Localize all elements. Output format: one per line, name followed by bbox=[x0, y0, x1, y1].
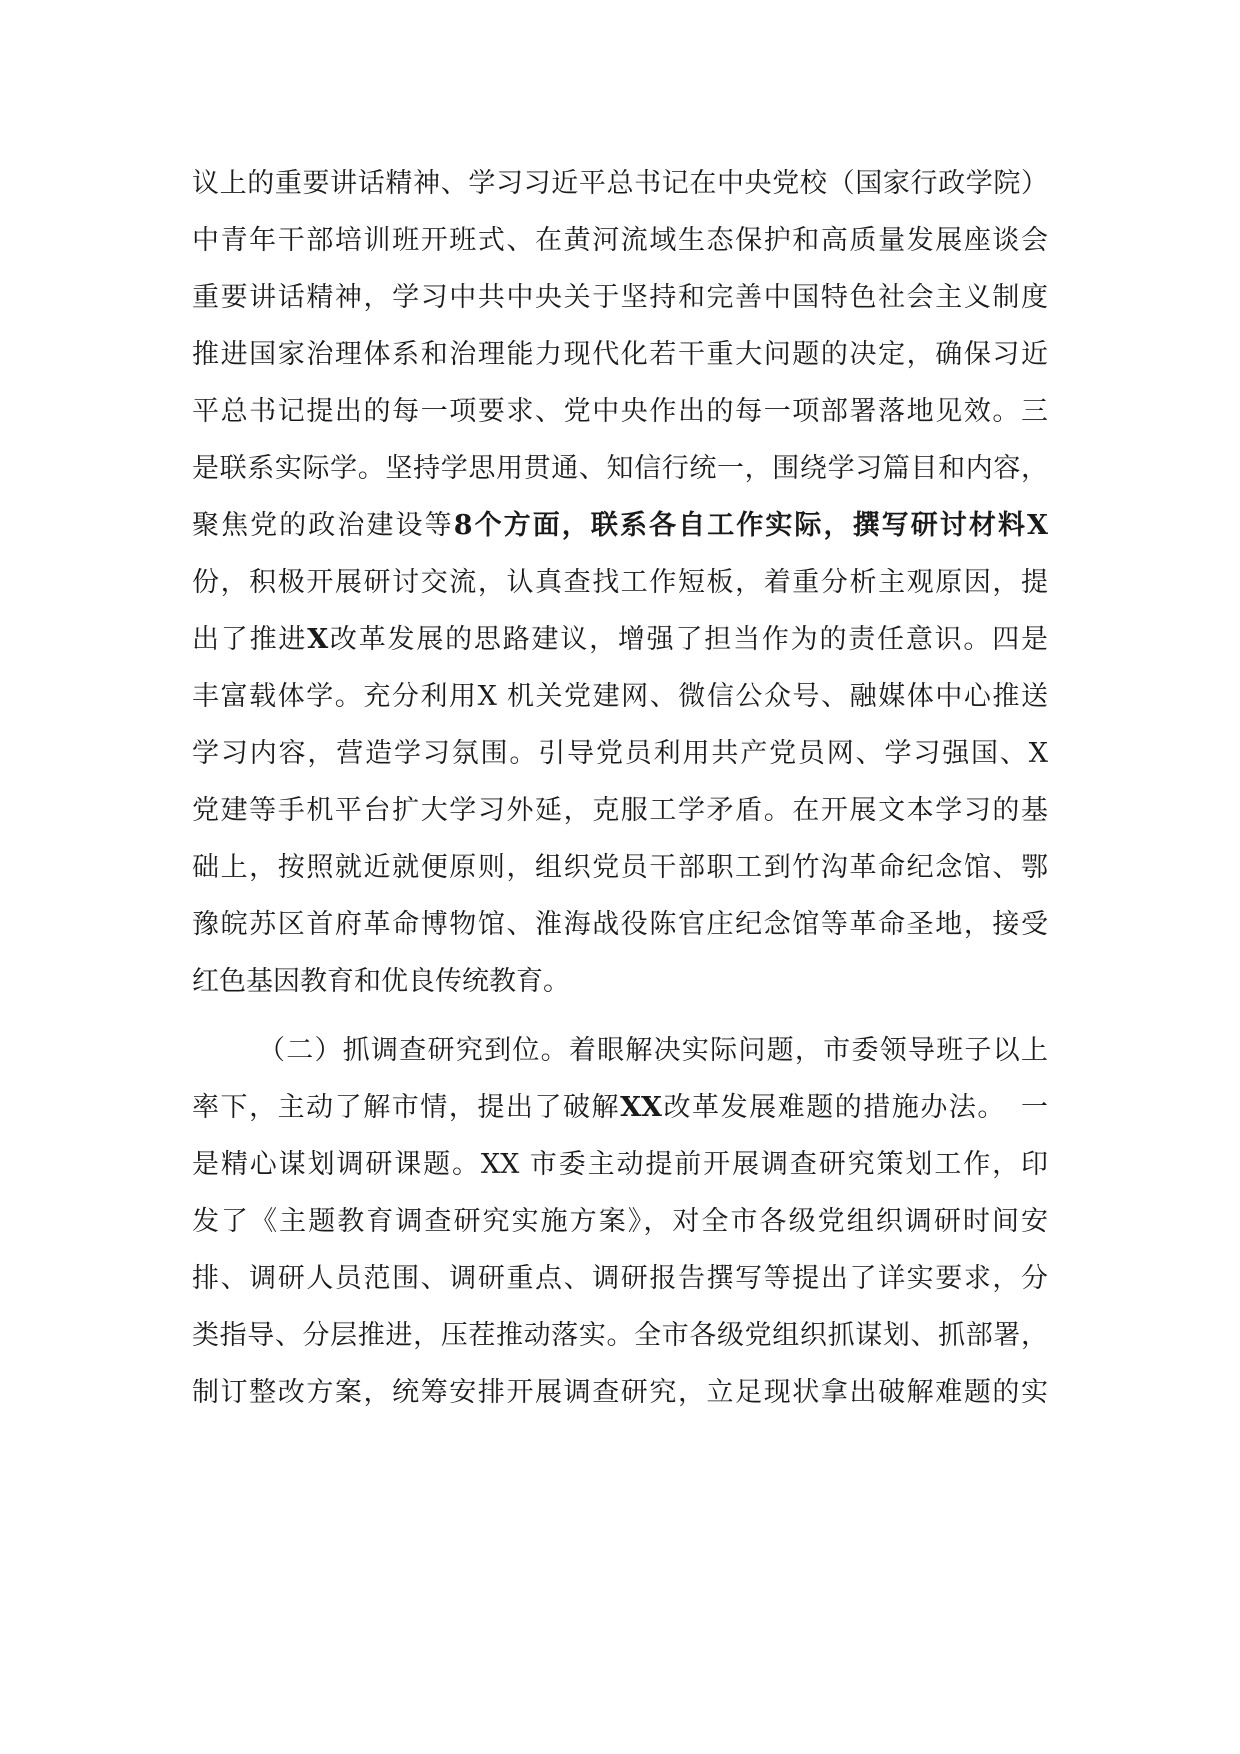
section-heading-line: （二）抓调查研究到位。着眼解决实际问题，市委领导班子以上 bbox=[258, 1035, 1048, 1066]
text-line: 重要讲话精神，学习中共中央关于坚持和完善中国特色社会主义制度 bbox=[192, 282, 1048, 313]
text-run: 率下，主动了解市情，提出了破解 bbox=[192, 1092, 621, 1123]
text-line: 类指导、分层推进，压茬推动落实。全市各级党组织抓谋划、抓部署， bbox=[192, 1320, 1048, 1351]
text-line: 制订整改方案，统筹安排开展调查研究，立足现状拿出破解难题的实 bbox=[192, 1377, 1048, 1408]
text-line: 排、调研人员范围、调研重点、调研报告撰写等提出了详实要求，分 bbox=[192, 1263, 1048, 1294]
document-body bbox=[192, 155, 1048, 1421]
text-line: 丰富载体学。充分利用X 机关党建网、微信公众号、融媒体中心推送 bbox=[192, 681, 1048, 712]
text-line: 红色基因教育和优良传统教育。 bbox=[192, 966, 570, 997]
text-line: 豫皖苏区首府革命博物馆、淮海战役陈官庄纪念馆等革命圣地，接受 bbox=[192, 909, 1048, 940]
text-run: 改革发展的思路建议，增强了担当作为的责任意识。四是 bbox=[328, 624, 1049, 655]
text-line bbox=[192, 1079, 1048, 1136]
paragraph-study bbox=[192, 155, 1048, 1010]
text-run: 出了推进 bbox=[192, 624, 308, 655]
text-line: 础上，按照就近就便原则，组织党员干部职工到竹沟革命纪念馆、鄂 bbox=[192, 852, 1048, 883]
text-line: 中青年干部培训班开班式、在黄河流域生态保护和高质量发展座谈会 bbox=[192, 225, 1048, 256]
text-line: 议上的重要讲话精神、学习习近平总书记在中央党校（国家行政学院） bbox=[192, 168, 1048, 199]
bold-text-run: 8个方面，联系各自工作实际，撰写研讨材料X bbox=[453, 510, 1048, 541]
paragraph-research bbox=[192, 1022, 1048, 1421]
text-line: 是联系实际学。坚持学思用贯通、知信行统一，围绕学习篇目和内容， bbox=[192, 453, 1048, 484]
text-line: 学习内容，营造学习氛围。引导党员利用共产党员网、学习强国、X bbox=[192, 738, 1048, 769]
text-run: 改革发展难题的措施办法。 一 bbox=[661, 1092, 1049, 1123]
text-line: 推进国家治理体系和治理能力现代化若干重大问题的决定，确保习近 bbox=[192, 339, 1048, 370]
text-line bbox=[192, 611, 1048, 668]
bold-text-run: X bbox=[307, 624, 329, 655]
text-line: 平总书记提出的每一项要求、党中央作出的每一项部署落地见效。三 bbox=[192, 396, 1048, 427]
text-line: 发了《主题教育调查研究实施方案》，对全市各级党组织调研时间安 bbox=[192, 1206, 1048, 1237]
text-line: 是精心谋划调研课题。XX 市委主动提前开展调查研究策划工作，印 bbox=[192, 1149, 1048, 1180]
text-line: 党建等手机平台扩大学习外延，克服工学矛盾。在开展文本学习的基 bbox=[192, 795, 1048, 826]
text-line bbox=[192, 497, 1048, 554]
bold-text-run: XX bbox=[620, 1092, 662, 1123]
text-line: 份，积极开展研讨交流，认真查找工作短板，着重分析主观原因，提 bbox=[192, 567, 1048, 598]
paragraph-spacing bbox=[192, 1010, 1048, 1022]
text-run: 聚焦党的政治建设等 bbox=[192, 510, 454, 541]
